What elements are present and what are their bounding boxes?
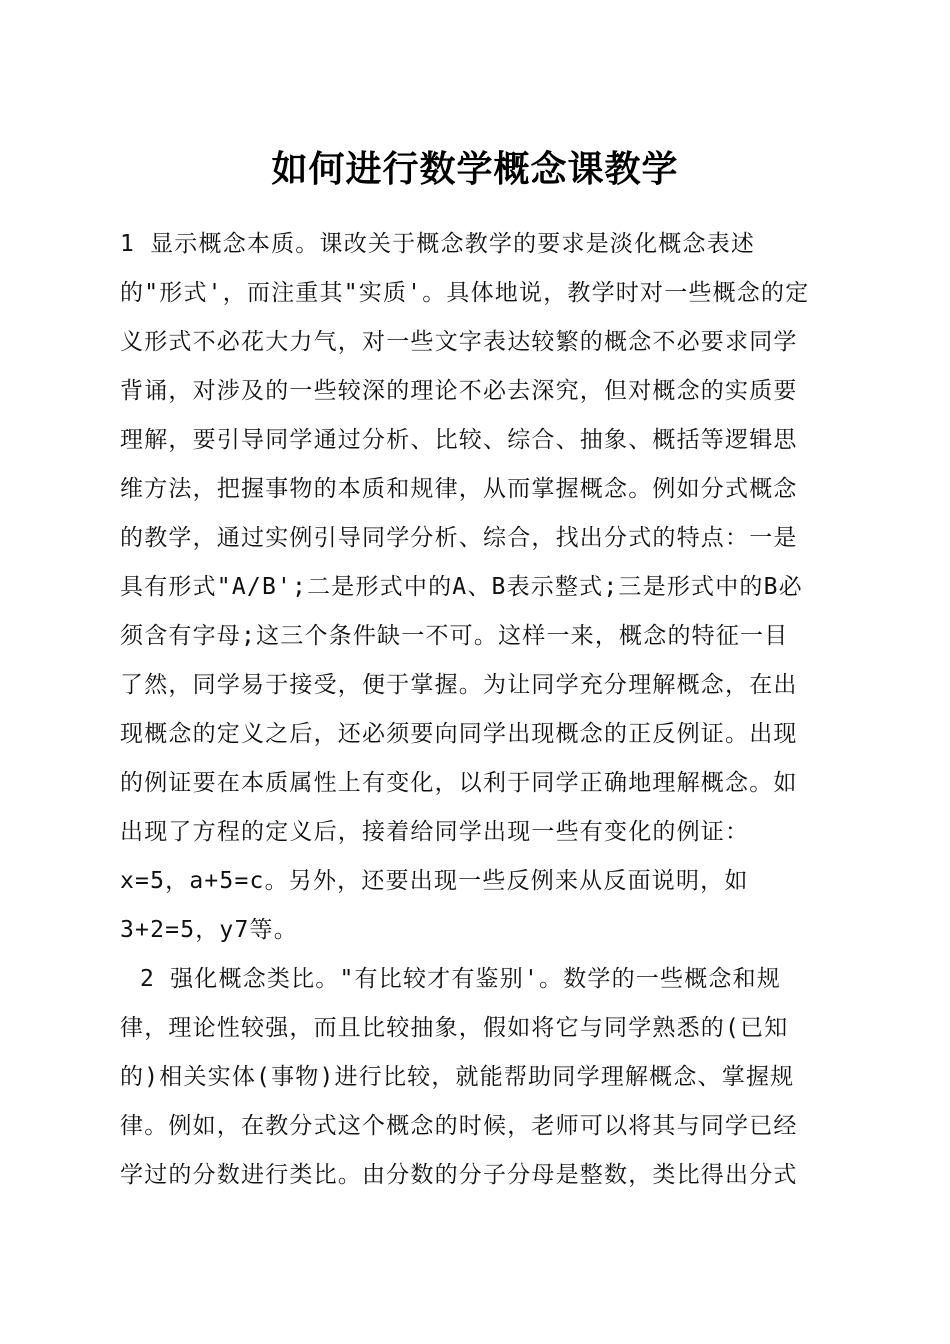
paragraph-1-line-7: 的教学，通过实例引导同学分析、综合，找出分式的特点：一是 <box>120 525 798 551</box>
paragraph-2-line-5: 学过的分数进行类比。由分数的分子分母是整数，类比得出分式 <box>120 1162 798 1188</box>
paragraph-2-line-3: 的)相关实体(事物)进行比较，就能帮助同学理解概念、掌握规 <box>120 1064 795 1090</box>
paragraph-1-line-6: 维方法，把握事物的本质和规律，从而掌握概念。例如分式概念 <box>120 476 798 502</box>
paragraph-1-line-9: 须含有字母;这三个条件缺一不可。这样一来，概念的特征一目 <box>120 623 789 649</box>
paragraph-2-line-4: 律。例如，在教分式这个概念的时候，老师可以将其与同学已经 <box>120 1113 798 1139</box>
paragraph-1-line-14: x=5，a+5=c。另外，还要出现一些反例来从反面说明，如 <box>120 868 749 894</box>
paragraph-1-line-5: 理解，要引导同学通过分析、比较、综合、抽象、概括等逻辑思 <box>120 427 798 453</box>
paragraph-1-line-15: 3+2=5，y7等。 <box>120 917 298 943</box>
paragraph-2-line-2: 律，理论性较强，而且比较抽象，假如将它与同学熟悉的(已知 <box>120 1015 789 1041</box>
paragraph-1-line-1: 1 显示概念本质。课改关于概念教学的要求是淡化概念表述 <box>120 231 756 257</box>
paragraph-1-line-12: 的例证要在本质属性上有变化，以利于同学正确地理解概念。如 <box>120 770 798 796</box>
document-title: 如何进行数学概念课教学 <box>271 148 679 190</box>
paragraph-1-line-2: 的"形式'，而注重其"实质'。具体地说，教学时对一些概念的定 <box>120 280 810 306</box>
paragraph-1-line-13: 出现了方程的定义后，接着给同学出现一些有变化的例证： <box>120 819 750 845</box>
paragraph-2-line-1: 2 强化概念类比。"有比较才有鉴别'。数学的一些概念和规 <box>140 966 781 992</box>
paragraph-1-line-8: 具有形式"A/B';二是形式中的A、B表示整式;三是形式中的B必 <box>120 574 803 600</box>
paragraph-1-line-11: 现概念的定义之后，还必须要向同学出现概念的正反例证。出现 <box>120 721 798 747</box>
paragraph-1-line-3: 义形式不必花大力气，对一些文字表达较繁的概念不必要求同学 <box>120 329 798 355</box>
paragraph-1-line-4: 背诵，对涉及的一些较深的理论不必去深究，但对概念的实质要 <box>120 378 798 404</box>
paragraph-1-line-10: 了然，同学易于接受，便于掌握。为让同学充分理解概念，在出 <box>120 672 798 698</box>
